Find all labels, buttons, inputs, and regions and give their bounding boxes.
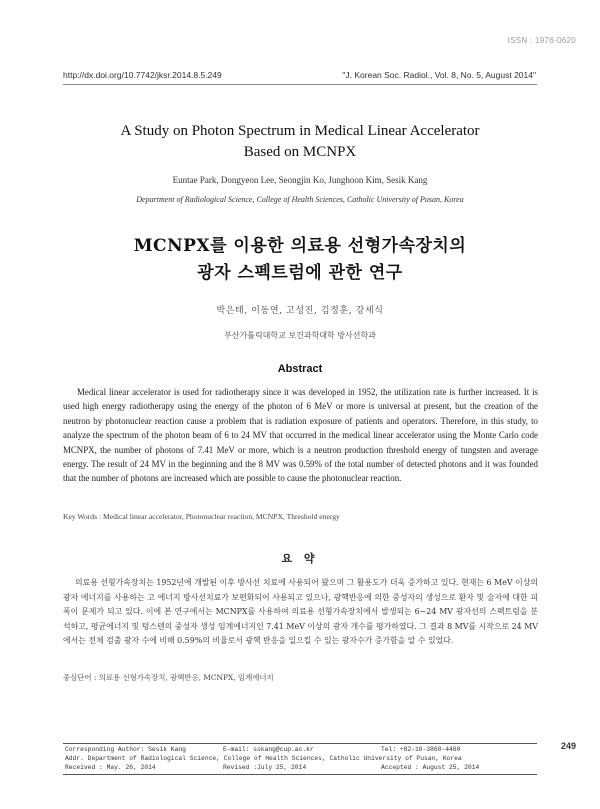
doi-link[interactable]: http://dx.doi.org/10.7742/jksr.2014.8.5.249 [63, 70, 222, 80]
page-number: 249 [560, 741, 576, 751]
title-en-line1: A Study on Photon Spectrum in Medical Linear Accelerator [120, 123, 480, 139]
issn-label: ISSN : 1976-0620 [507, 36, 576, 45]
header-divider [63, 84, 537, 85]
affiliation-english: Department of Radiological Science, College of Health Sciences, Catholic University of Pusan, Korea [136, 195, 464, 204]
keywords-korean: 중심단어 : 의료용 선형가속장치, 광핵반응, MCNPX, 임계에너지 [63, 673, 274, 682]
accepted-date: Accepted : August 25, 2014 [381, 764, 480, 771]
corresponding-author: Corresponding Author: Sesik Kang [65, 746, 186, 753]
authors-korean: 박은태, 이동연, 고성진, 김정훈, 강세식 [216, 306, 384, 316]
summary-body-korean: 의료용 선형가속장치는 1952년에 개발된 이후 방사선 치료에 사용되어 왔으며 그 활용도가 더욱 증가하고 있다. 현재는 6 MeV 이상의 광자 에너지를 사용하는 고 에너지 방사선치료가 보편화되어 사용되고 있으나, 광핵반응에 의한 중성자의 생성으로 환자 및 술자에 대한 피폭이 문제가 되고 있다. 이에 본 연구에서는 MCNPX를 사용하여 의료용 선형가속장치에서 발생되는 6~24 MV 광자선의 스펙트럼을 분석하고, 평균에너지 및 텅스텐의 중성자 생성 임계에너지인 7.41 MeV 이상의 광자 개수를 평가하였다. 그 결과 8 MV를 시작으로 24 MV에서는 전체 검출 광자 수에 비해 0.59%의 비율로서 광핵 반응을 일으킬 수 있는 광자수가 증가함을 알 수 있었다. [63, 578, 538, 646]
revised-date: Revised :July 25, 2014 [223, 764, 307, 771]
affiliation-korean: 부산가톨릭대학교 보건과학대학 방사선학과 [224, 331, 376, 340]
received-date: Received : May. 26, 2014 [65, 764, 156, 771]
summary-heading-korean: 요 약 [281, 552, 319, 565]
abstract-body: Medical linear accelerator is used for radiotherapy since it was developed in 1952, the utilization rate is further increased. It is used high energy radiotherapy using the energy of the photon of 6 MeV or more is universal at present, but the creation of the neutron by photonuclear reaction cause a problem that is radiation exposure of patients and operators. Therefore, in this study, to analyze the spectrum of the photon beam of 6 to 24 MV that occurred in the medical linear accelerator using the Monte Carlo code MCNPX, the number of photons of 7.41 MeV or more, which is a neutron production threshold energy of tungsten and average energy. The result of 24 MV in the beginning and the 8 MV was 0.59% of the total number of detected photons and it was founded that the number of photons are increased which are possible to cause the photonuclear reaction. [63, 387, 538, 484]
paper-title-korean [0, 233, 600, 287]
email-address[interactable]: E-mail: sskang@cup.ac.kr [223, 746, 314, 753]
journal-citation: "J. Korean Soc. Radiol., Vol. 8, No. 5, August 2014" [342, 70, 536, 80]
title-en-line2: Based on MCNPX [243, 144, 357, 160]
footer-address: Addr. Department of Radiological Science, College of Health Sciences, Catholic University of Pusan, Korea [65, 755, 462, 762]
abstract-heading: Abstract [277, 363, 323, 375]
footer-info-box [63, 743, 537, 775]
footer-row-contact [65, 746, 535, 755]
paper-title-english [0, 121, 600, 163]
title-ko-line1: MCNPX를 이용한 의료용 선형가속장치의 [133, 236, 467, 256]
footer-row-dates [65, 764, 535, 773]
authors-english: Euntae Park, Dongyeon Lee, Seongjin Ko, Junghoon Kim, Sesik Kang [172, 175, 428, 185]
keywords-english: Key Words : Medical linear accelerator, Photonuclear reaction, MCNPX, Threshold energy [63, 512, 340, 521]
telephone: Tel: +82-10-3860-4460 [381, 746, 461, 753]
title-ko-line2: 광자 스펙트럼에 관한 연구 [197, 263, 403, 283]
